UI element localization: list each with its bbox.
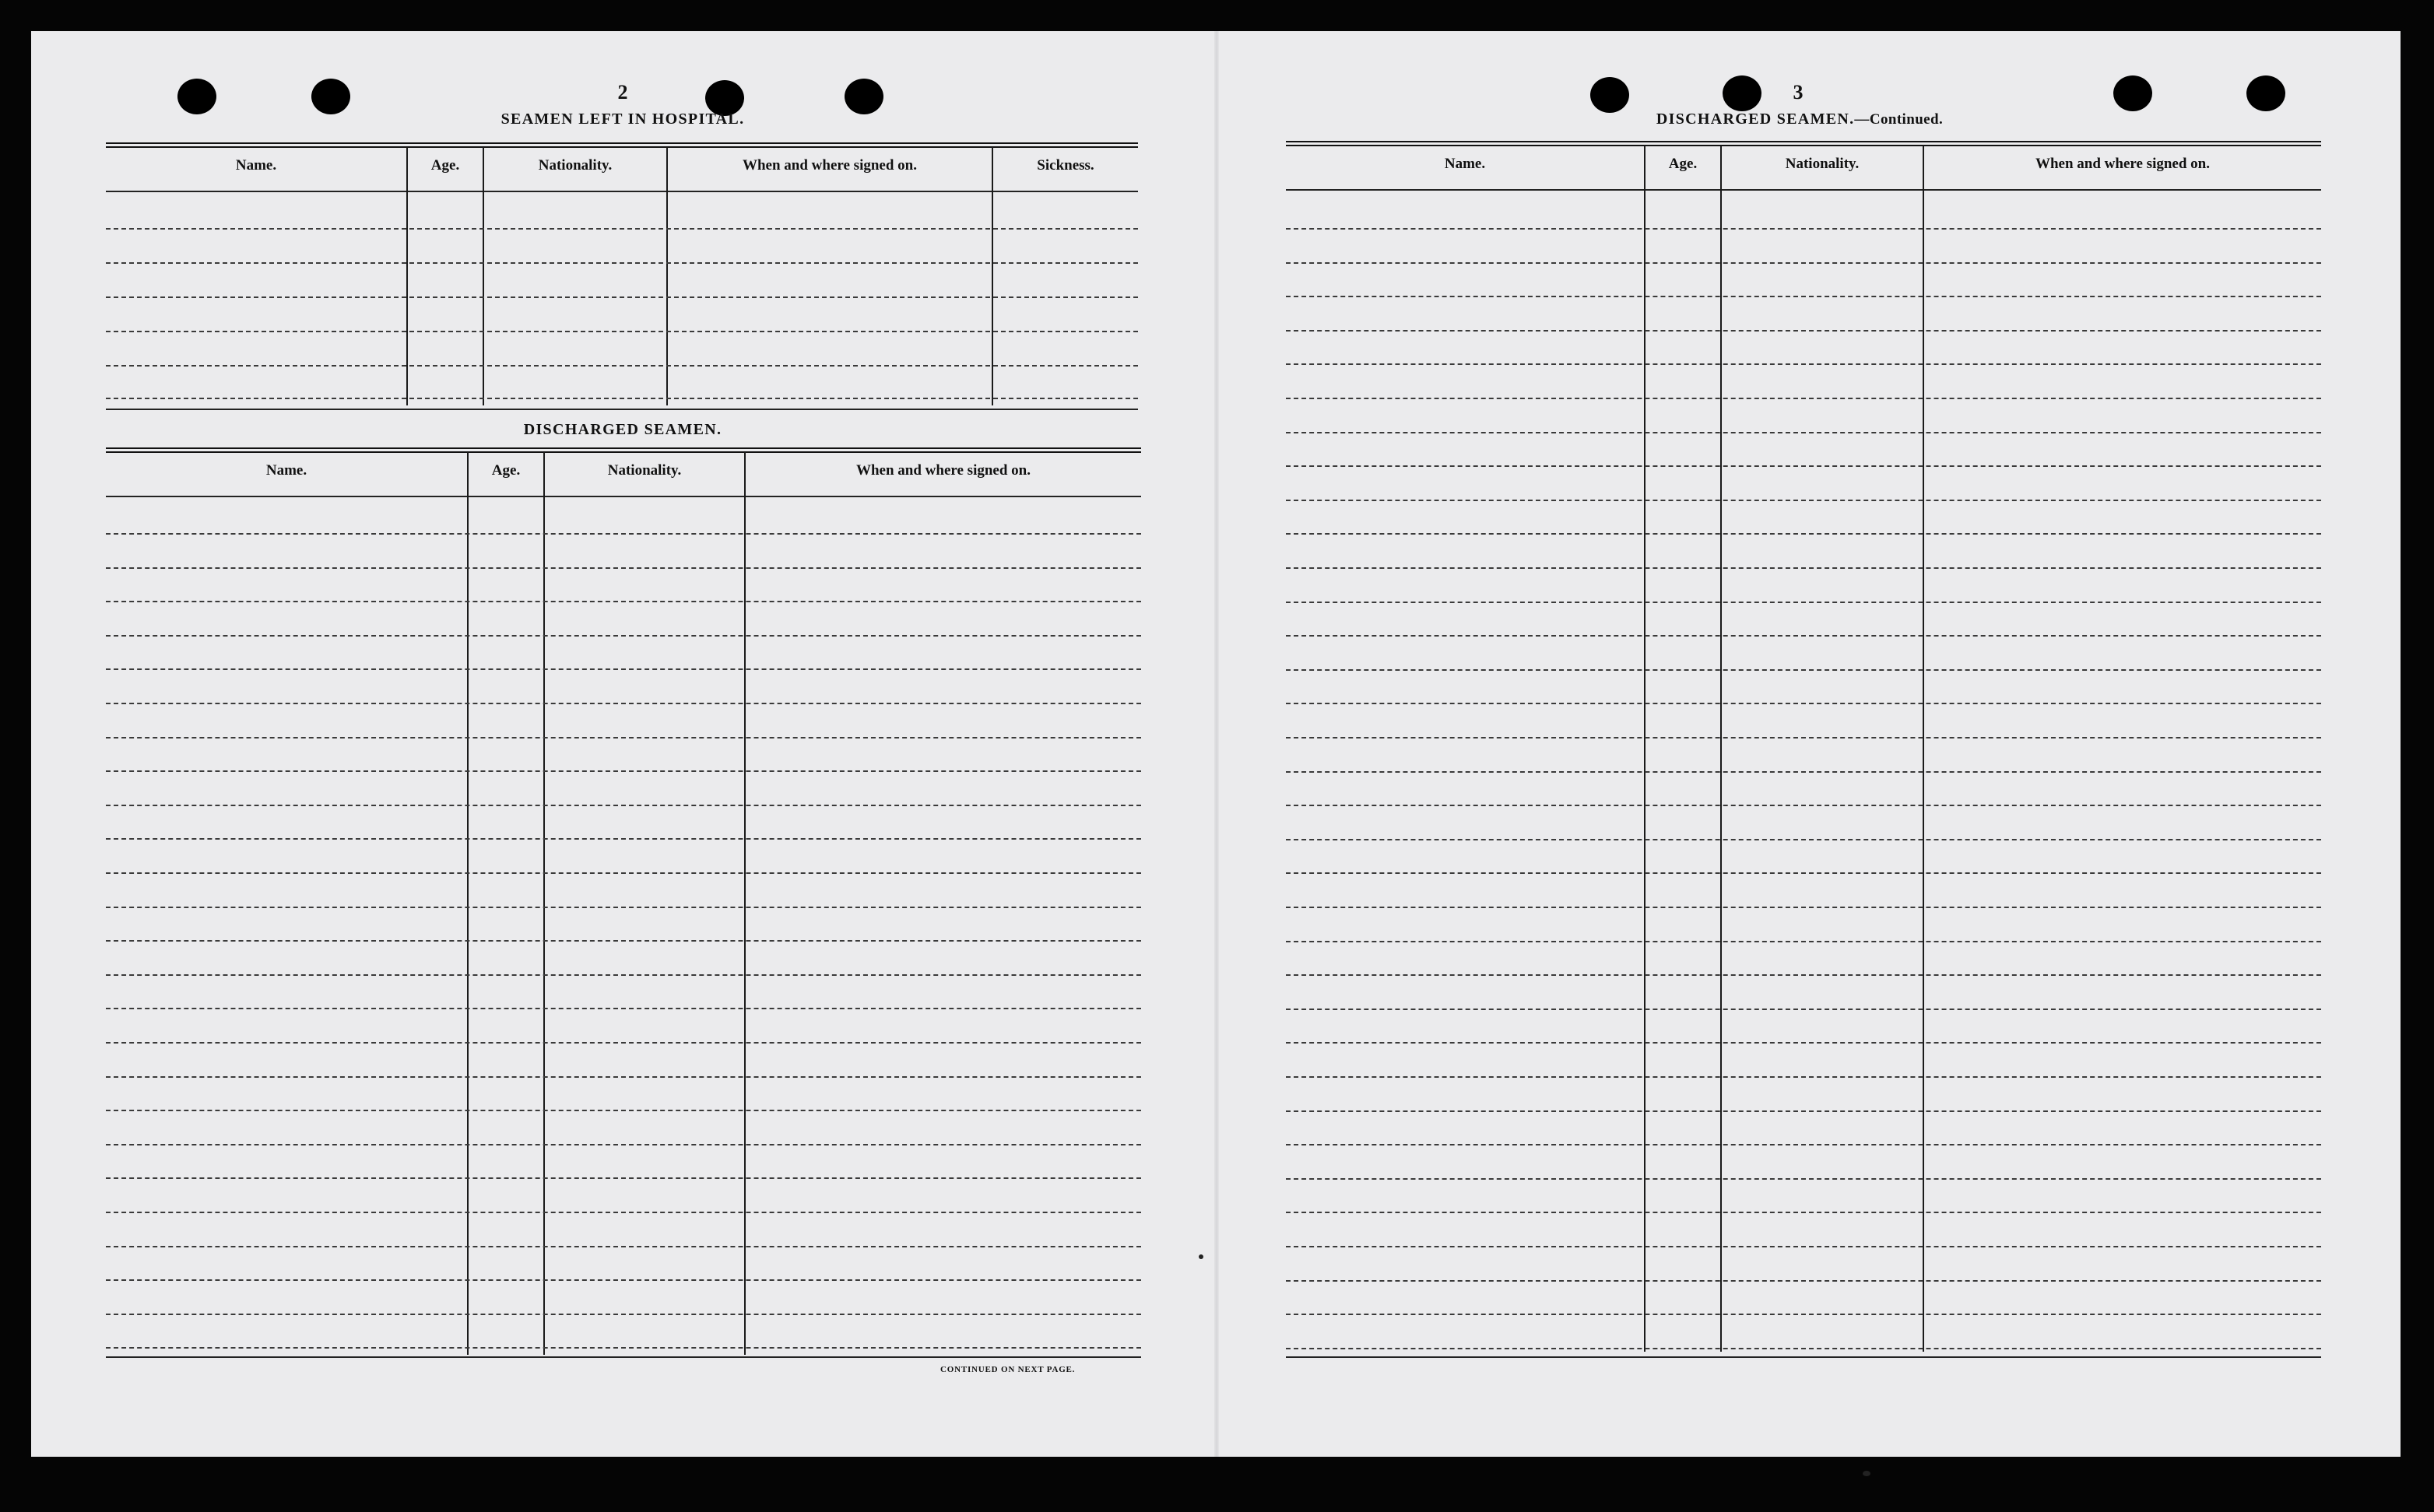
discharged-right-blank-row [1286, 296, 2321, 297]
discharged-right-blank-row [1286, 941, 2321, 942]
hospital-col-age: Age. [430, 157, 460, 174]
discharged-right-blank-row [1286, 1178, 2321, 1180]
discharged-right-blank-row [1286, 567, 2321, 569]
discharged-table-right [1286, 141, 2321, 1359]
punch-hole-2 [311, 79, 350, 114]
discharged-left-blank-row [106, 974, 1141, 976]
hospital-col-nationality: Nationality. [538, 157, 613, 174]
discharged-right-blank-row [1286, 872, 2321, 874]
discharged-left-blank-row [106, 1008, 1141, 1009]
discharged-right-blank-row [1286, 432, 2321, 433]
discharged-right-blank-row [1286, 1280, 2321, 1282]
discharged-col-nationality: Nationality. [607, 462, 682, 479]
discharged-left-blank-row [106, 567, 1141, 569]
discharged-left-blank-row [106, 737, 1141, 738]
discharged-left-blank-row [106, 872, 1141, 874]
page-number-left: 2 [617, 81, 628, 103]
discharged-left-blank-row [106, 1212, 1141, 1213]
discharged-continued-title [1656, 111, 1943, 128]
discharged-right-blank-row [1286, 1246, 2321, 1247]
discharged-col-signed-on: When and where signed on. [855, 462, 1031, 479]
discharged-left-blank-row [106, 1042, 1141, 1044]
discharged-left-blank-row [106, 668, 1141, 670]
discharged-right-blank-row [1286, 1009, 2321, 1010]
discharged-cont-col-signed-on: When and where signed on. [2035, 156, 2210, 172]
discharged-right-blank-row [1286, 1212, 2321, 1213]
discharged-right-blank-row [1286, 1076, 2321, 1078]
discharged-col-age: Age. [491, 462, 521, 479]
punch-hole-6 [1723, 75, 1761, 111]
discharged-right-blank-row [1286, 363, 2321, 365]
discharged-right-blank-row [1286, 1348, 2321, 1349]
discharged-right-blank-row [1286, 974, 2321, 976]
discharged-right-blank-row [1286, 1110, 2321, 1112]
discharged-left-blank-row [106, 1177, 1141, 1179]
discharged-right-blank-row [1286, 737, 2321, 738]
hospital-col-name: Name. [235, 157, 277, 174]
discharged-cont-col-name: Name. [1444, 156, 1486, 172]
discharged-left-blank-row [106, 907, 1141, 908]
discharged-right-blank-row [1286, 602, 2321, 603]
discharged-right-blank-row [1286, 669, 2321, 671]
discharged-left-blank-row [106, 703, 1141, 704]
discharged-right-blank-row [1286, 398, 2321, 399]
discharged-cont-col-age: Age. [1668, 156, 1698, 172]
discharged-left-blank-row [106, 1314, 1141, 1315]
punch-hole-5 [1590, 77, 1629, 113]
discharged-right-blank-row [1286, 703, 2321, 704]
discharged-right-blank-row [1286, 1144, 2321, 1145]
discharged-right-blank-row [1286, 465, 2321, 467]
punch-hole-7 [2113, 75, 2152, 111]
discharged-left-blank-row [106, 533, 1141, 535]
continued-note: CONTINUED ON NEXT PAGE. [940, 1365, 1076, 1374]
punch-hole-4 [845, 79, 883, 114]
discharged-continued-title-main: DISCHARGED SEAMEN. [1656, 111, 1855, 128]
discharged-continued-title-suffix: —Continued. [1854, 111, 1944, 128]
discharged-right-blank-row [1286, 533, 2321, 535]
discharged-right-blank-row [1286, 1042, 2321, 1044]
discharged-table-left [106, 447, 1141, 1358]
discharged-left-blank-row [106, 1347, 1141, 1349]
hospital-col-sickness: Sickness. [1037, 157, 1094, 174]
discharged-left-blank-row [106, 1144, 1141, 1145]
discharged-left-blank-row [106, 1076, 1141, 1078]
discharged-col-name: Name. [265, 462, 307, 479]
discharged-left-blank-row [106, 1246, 1141, 1247]
discharged-left-blank-row [106, 1279, 1141, 1281]
discharged-left-blank-row [106, 940, 1141, 942]
discharged-right-blank-row [1286, 228, 2321, 230]
page-number-right: 3 [1793, 81, 1804, 103]
discharged-cont-col-nationality: Nationality. [1785, 156, 1860, 172]
hospital-table [106, 142, 1138, 411]
discharged-right-blank-row [1286, 330, 2321, 332]
discharged-right-blank-row [1286, 805, 2321, 806]
discharged-left-blank-row [106, 770, 1141, 772]
discharged-right-blank-row [1286, 907, 2321, 908]
hospital-section-title: SEAMEN LEFT IN HOSPITAL. [500, 111, 745, 128]
discharged-left-blank-row [106, 838, 1141, 840]
discharged-right-blank-row [1286, 262, 2321, 264]
discharged-left-blank-row [106, 635, 1141, 637]
discharged-right-blank-row [1286, 500, 2321, 501]
page-fold [1214, 31, 1219, 1457]
discharged-section-title: DISCHARGED SEAMEN. [523, 421, 722, 438]
hospital-col-signed-on: When and where signed on. [742, 157, 917, 174]
discharged-right-blank-row [1286, 635, 2321, 637]
discharged-right-blank-row [1286, 1314, 2321, 1315]
discharged-right-blank-row [1286, 771, 2321, 773]
punch-hole-8 [2246, 75, 2285, 111]
discharged-left-blank-row [106, 1110, 1141, 1111]
discharged-left-blank-row [106, 601, 1141, 602]
discharged-left-blank-row [106, 805, 1141, 806]
punch-hole-1 [177, 79, 216, 114]
discharged-right-blank-row [1286, 839, 2321, 840]
